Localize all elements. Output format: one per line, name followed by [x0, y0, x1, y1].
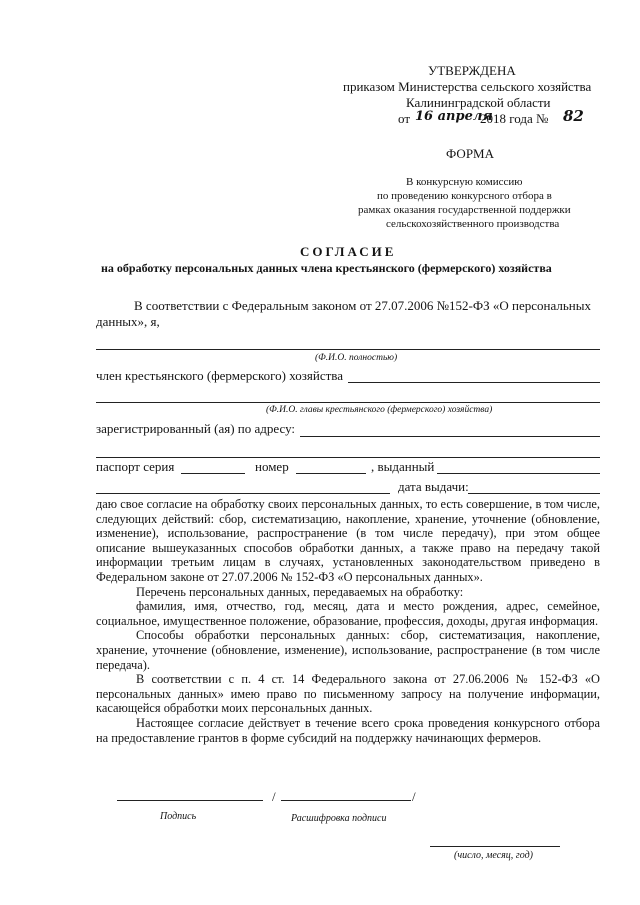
- approval-title: УТВЕРЖДЕНА: [428, 63, 516, 78]
- consent-body: [96, 497, 600, 745]
- address-field-line-1[interactable]: [300, 436, 600, 437]
- date-field-line[interactable]: [430, 846, 560, 847]
- signature-field-line[interactable]: [117, 800, 263, 801]
- intro-line-2: данных», я,: [96, 314, 160, 329]
- date-label: (число, месяц, год): [454, 850, 533, 861]
- intro-line-1: В соответствии с Федеральным законом от 27.07.2006 №152-ФЗ «О персональных: [134, 298, 591, 313]
- data-list: фамилия, имя, отчество, год, месяц, дата и место рождения, адрес, семейное, социальное, имущественное положение, образование, профессия, доходы, другая информация.: [96, 599, 600, 628]
- member-label: член крестьянского (фермерского) хозяйства: [96, 368, 344, 383]
- decode-label: Расшифровка подписи: [291, 813, 387, 824]
- rights-paragraph: В соответствии с п. 4 ст. 14 Федерального закона от 27.06.2006 № 152-ФЗ «О персональных данных» имею право по письменному запросу на получение информации, касающейся обработки моих персональных данных.: [96, 672, 600, 716]
- signature-label: Подпись: [160, 811, 197, 822]
- form-label: ФОРМА: [446, 146, 494, 161]
- fio-hint: (Ф.И.О. полностью): [315, 353, 398, 363]
- fio-field-line[interactable]: [96, 349, 600, 350]
- passport-number-label: номер: [255, 459, 289, 474]
- document-title: СОГЛАСИЕ: [300, 244, 397, 259]
- processing-methods: Способы обработки персональных данных: сбор, систематизация, накопление, хранение, уточнение (обновление, изменение), использование, распространение (в том числе передача).: [96, 628, 600, 672]
- issue-date-label: дата выдачи:: [398, 479, 469, 494]
- addressee-line-3: рамках оказания государственной поддержки: [358, 204, 571, 216]
- data-list-intro: Перечень персональных данных, передаваемых на обработку:: [136, 584, 464, 599]
- addressee-line-1: В конкурсную комиссию: [406, 176, 523, 188]
- approval-number-handwritten: 82: [563, 107, 584, 125]
- issued-by-field-line[interactable]: [96, 493, 390, 494]
- approval-region-line: Калининградской области: [406, 95, 551, 110]
- issued-label: , выданный: [371, 459, 435, 474]
- addressee-line-4: сельскохозяйственного производства: [386, 218, 560, 230]
- issued-field-line[interactable]: [437, 473, 600, 474]
- consent-paragraph: даю свое согласие на обработку своих персональных данных, то есть совершение, в том числе, следующих действий: сбор, систематизацию, накопление, хранение, уточнение (обновление, изменение), использование, распространение (в том числе передачу), при этом общее описание вышеуказанных способов обработки данных, а также право на передачу такой информации третьим лицам в случаях, установленных законодательством приведено в Федеральном законе от 27.07.2006 № 152-ФЗ «О персональных данных».: [96, 497, 600, 584]
- decode-slash-open: /: [272, 789, 276, 804]
- approval-order-line: приказом Министерства сельского хозяйства: [343, 79, 592, 94]
- head-hint: (Ф.И.О. главы крестьянского (фермерского) хозяйства): [266, 405, 493, 415]
- term-paragraph: Настоящее согласие действует в течение всего срока проведения конкурсного отбора на предоставление грантов в форме субсидий на поддержку начинающих фермеров.: [96, 715, 600, 745]
- approval-date-prefix: от: [398, 111, 411, 126]
- head-field-line[interactable]: [96, 402, 600, 403]
- passport-series-label: паспорт серия: [96, 459, 175, 474]
- addressee-line-2: по проведению конкурсного отбора в: [377, 190, 552, 202]
- decode-field-line[interactable]: [281, 800, 411, 801]
- document-subtitle: на обработку персональных данных члена крестьянского (фермерского) хозяйства: [101, 261, 552, 275]
- registered-label: зарегистрированный (ая) по адресу:: [96, 421, 296, 436]
- decode-slash-close: /: [412, 789, 416, 804]
- address-field-line-2[interactable]: [96, 457, 600, 458]
- approval-date-suffix: 2018 года №: [480, 111, 549, 126]
- issue-date-field[interactable]: [468, 493, 600, 494]
- member-field-line[interactable]: [348, 382, 600, 383]
- passport-number-field[interactable]: [296, 473, 366, 474]
- passport-series-field[interactable]: [181, 473, 245, 474]
- approval-date-handwritten: 16 апреля: [415, 109, 493, 124]
